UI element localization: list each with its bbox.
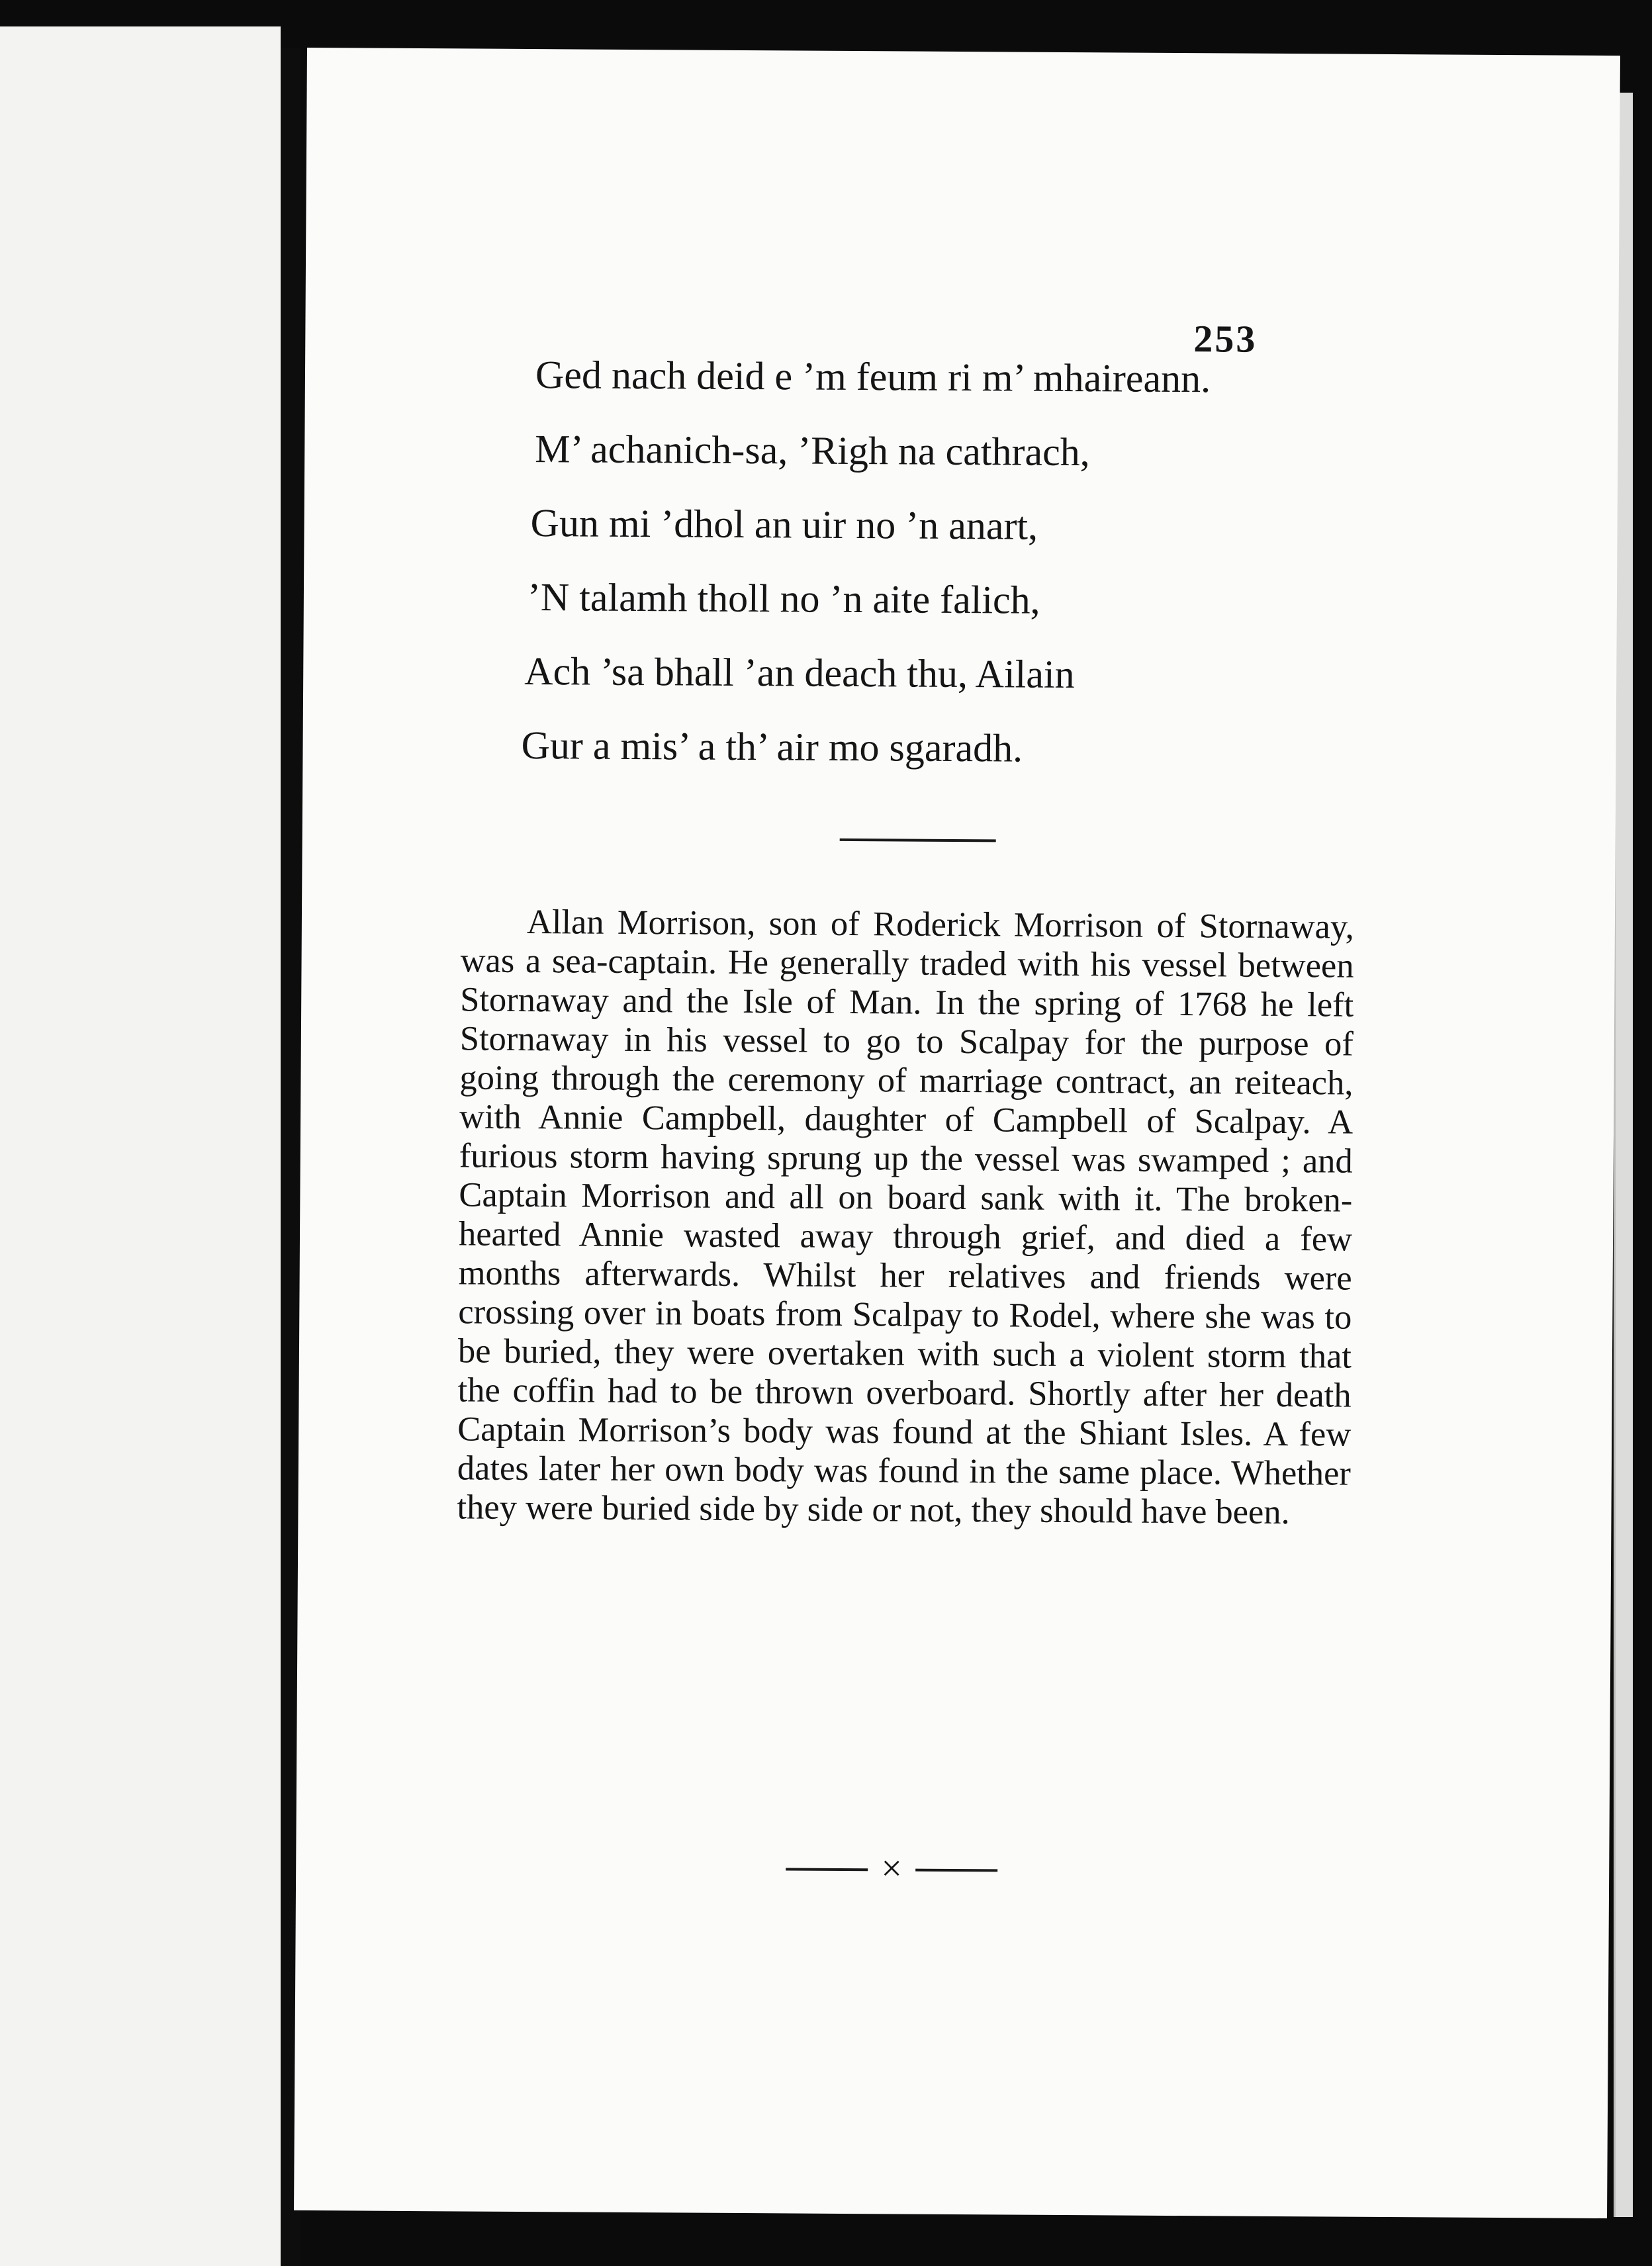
- verse-line: Gun mi ’dhol an uir no ’n anart,: [530, 501, 1038, 548]
- verse-line: Gur a mis’ a th’ air mo sgaradh.: [521, 723, 1023, 770]
- section-divider: [840, 838, 996, 842]
- page-number: 253: [1193, 317, 1258, 361]
- book-page: [294, 48, 1620, 2218]
- ornament-cross: ×: [881, 1848, 903, 1889]
- facing-page-edge: [0, 26, 281, 2266]
- verse-line: Ach ’sa bhall ’an deach thu, Ailain: [524, 649, 1075, 697]
- ornament-dash-left: [786, 1868, 868, 1871]
- ornament-dash-right: [915, 1869, 997, 1872]
- verse-line: Ged nach deid e ’m feum ri m’ mhaireann.: [535, 353, 1211, 401]
- body-paragraph: Allan Morrison, son of Roderick Morrison of Stornaway, was a sea-captain. He generally traded with his vessel between Stornaway and the Isle of Man. In the spring of 1768 he left Stornaway in his vessel to go to Scalpay for the purpose of going through the ceremony of marriage contract, an reiteach, with Annie Campbell, daughter of Campbell of Scalpay. A furious storm having sprung up the vessel was swamped ; and Captain Morrison and all on board sank with it. The broken-hearted Annie wasted away through grief, and died a few months afterwards. Whilst her relatives and friends were crossing over in boats from Scalpay to Rodel, where she was to be buried, they were overtaken with such a violent storm that the coffin had to be thrown overboard. Shortly after her death Captain Morrison’s body was found at the Shiant Isles. A few dates later her own body was found in the same place. Whether they were buried side by side or not, they should have been.: [457, 903, 1355, 1532]
- verse-line: M’ achanich-sa, ’Righ na cathrach,: [535, 427, 1091, 475]
- verse-line: ’N talamh tholl no ’n aite falich,: [527, 575, 1040, 622]
- end-ornament: [786, 1845, 997, 1893]
